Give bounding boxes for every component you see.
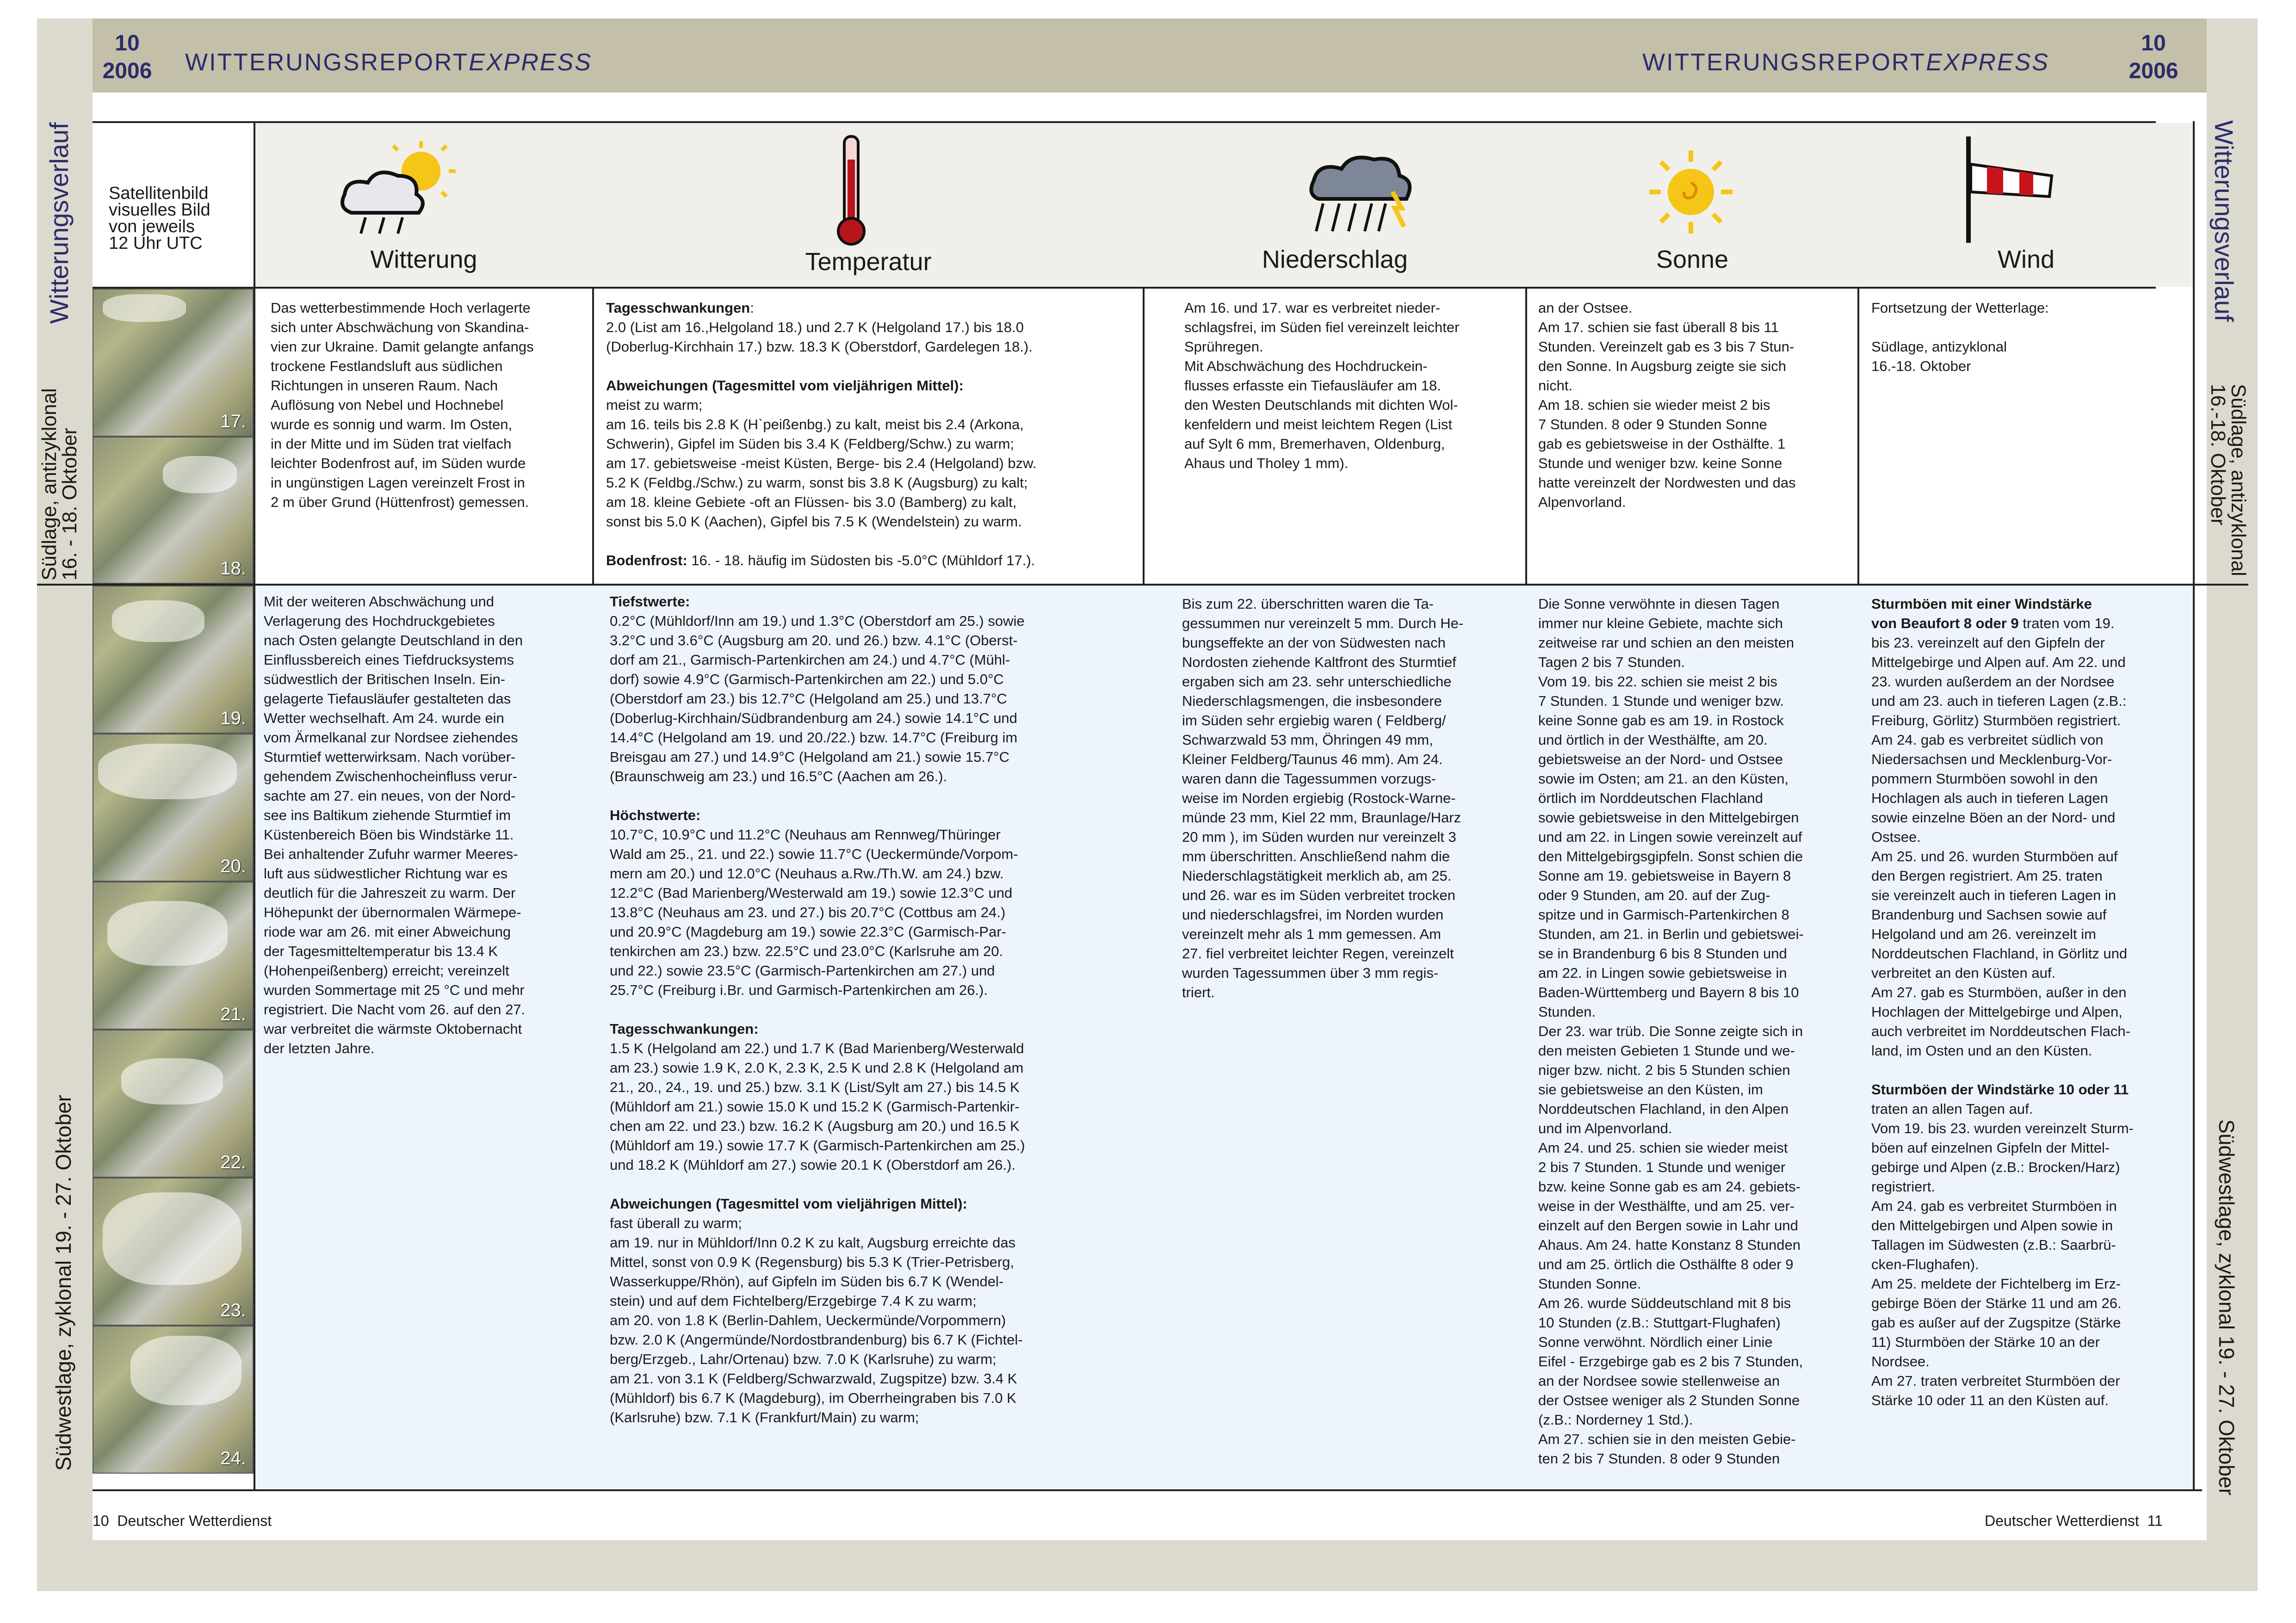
report-title-right: WITTERUNGSREPORTEXPRESS <box>1642 49 2049 76</box>
column-header-wind: Wind <box>1997 246 2055 273</box>
row1-witterung-text: Das wetterbestimmende Hoch verlagerte sich unter Abschwächung von Skandina- vien zur Ukraine. Damit gelangte anfangs trockene Festlandsluft aus südlichen Richtungen in unseren Raum. Nach Auflösung von Nebel und Hochnebel wurde es sonnig und warm. Im Osten, in der Mitte und im Süden trat vielfach leichter Bodenfrost auf, im Süden wurde in ungünstigen Lagen vereinzelt Frost in 2 m über Grund (Hüttenfrost) gemessen. <box>271 300 534 510</box>
footer-right <box>1985 1512 2163 1530</box>
satellite-day-label: 17. <box>220 411 246 432</box>
satellite-image-22 <box>93 1030 254 1178</box>
satellite-image-19 <box>93 586 254 734</box>
row1-sonne-text: an der Ostsee. Am 17. schien sie fast überall 8 bis 11 Stunden. Vereinzelt gab es 3 bis 7 Stun- den Sonne. In Augsburg zeigte sie sich nicht. Am 18. schien sie wieder meist 2 bis 7 Stunden. 8 oder 9 Stunden Sonne gab es gebietsweise in der Osthälfte. 1 Stunde und weniger bzw. keine Sonne hatte vereinzelt der Nordwesten und das Alpenvorland. <box>1538 300 1796 510</box>
row1-wind-text: Fortsetzung der Wetterlage: Südlage, antizyklonal 16.-18. Oktober <box>1871 300 2049 374</box>
footer-left <box>93 1512 272 1530</box>
side-label-left-period1: Südlage, antizyklonal 16. - 18. Oktober <box>38 388 81 580</box>
issue-number-left: 10 <box>115 31 140 56</box>
cloud-sun-icon <box>333 139 463 238</box>
report-title-left: WITTERUNGSREPORTEXPRESS <box>185 49 592 76</box>
satellite-caption: Satellitenbild visuelles Bild von jeweils 12 Uhr UTC <box>109 184 210 253</box>
satellite-image-17 <box>93 289 254 437</box>
page-number-right: 11 <box>2147 1512 2163 1529</box>
satellite-day-label: 24. <box>220 1448 246 1469</box>
satellite-image-18 <box>93 437 254 584</box>
side-label-left-top: Witterungsverlauf <box>44 122 74 324</box>
row2-niederschlag-text: Bis zum 22. überschritten waren die Ta- gessummen nur vereinzelt 5 mm. Durch He- bungseffekte an der von Südwesten nach Nordosten ziehende Kaltfront des Sturmtief ergaben sich am 23. sehr unterschiedliche Niederschlagsmengen, die insbesondere im Süden sehr ergiebig waren ( Feldberg/ Schwarzwald 53 mm, Öhringen 49 mm, Kleiner Feldberg/Taunus 46 mm). Am 24. waren dann die Tagessummen vorzugs- weise im Norden ergiebig (Rostock-Warne- münde 23 mm, Kiel 22 mm, Braunlage/Harz 20 mm ), im Süden wurden nur vereinzelt 3 mm überschritten. Anschließend nahm die Niederschlagstätigkeit merklich ab, am 25. und 26. war es im Süden verbreitet trocken und niederschlagsfrei, im Norden wurden vereinzelt mehr als 1 mm gemessen. Am 27. fiel verbreitet leichter Regen, vereinzelt wurden Tagessummen über 3 mm regis- triert. <box>1182 596 1464 1000</box>
table-bottom-rule <box>93 1489 2202 1491</box>
page-number-left: 10 <box>93 1512 109 1529</box>
col-divider-6 <box>2193 121 2195 1491</box>
column-header-temperatur: Temperatur <box>805 248 932 276</box>
satellite-day-label: 20. <box>220 856 246 876</box>
row2-witterung-text: Mit der weiteren Abschwächung und Verlagerung des Hochdruckgebietes nach Osten gelangte Deutschland in den Einflussbereich eines Tiefdrucksystems südwestlich der Britischen Inseln. Ein- gelagerte Tiefausläufer gestalteten das Wetter wechselhaft. Am 24. wurde ein vom Ärmelkanal zur Nordsee ziehendes Sturmtief wetterwirksam. Nach vorüber- gehendem Zwischenhocheinfluss verur- sachte am 27. ein neues, von der Nord- see ins Baltikum ziehende Sturmtief im Küstenbereich Böen bis Windstärke 11. Bei anhaltender Zufuhr warmer Meeres- luft aus südwestlicher Richtung war es deutlich für die Jahreszeit zu warm. Der Höhepunkt der übernormalen Wärmepe- riode war am 26. mit einer Abweichung der Tagesmitteltemperatur bis 13.4 K (Hohenpeißenberg) erreicht; vereinzelt wurden Sommertage mit 25 °C und mehr registriert. Die Nacht vom 26. auf den 27. war verbreitet die wärmste Oktobernacht der letzten Jahre. <box>264 593 526 1056</box>
issue-year-right: 2006 <box>2129 59 2178 83</box>
side-label-right-period1: Südlage, antizyklonal 16.-18. Oktober <box>2207 384 2250 576</box>
rain-cloud-icon <box>1305 143 1425 238</box>
issue-number-right: 10 <box>2141 31 2166 56</box>
satellite-image-24 <box>93 1326 254 1474</box>
column-header-sonne: Sonne <box>1656 246 1729 273</box>
sun-icon <box>1640 146 1742 241</box>
column-header-niederschlag: Niederschlag <box>1262 246 1408 273</box>
column-header-witterung: Witterung <box>370 246 477 273</box>
row1-niederschlag-text: Am 16. und 17. war es verbreitet nieder- schlagsfrei, im Süden fiel vereinzelt leichter Sprühregen. Mit Abschwächung des Hochdruckein- flusses erfasste ein Tiefausläufer am 18. den Westen Deutschlands mit dichten Wol- kenfeldern und meist leichtem Regen (List auf Sylt 6 mm, Bremerhaven, Oldenburg, Ahaus und Tholey 1 mm). <box>1184 300 1460 471</box>
table-header-rule <box>93 287 2156 289</box>
satellite-day-label: 23. <box>220 1300 246 1321</box>
row2-temperatur-text: Tiefstwerte: 0.2°C (Mühldorf/Inn am 19.) und 1.3°C (Oberstdorf am 25.) sowie 3.2°C und 3.6°C (Augsburg am 20. und 26.) bzw. 4.1°C (Oberst- dorf am 21., Garmisch-Partenkirchen am 24.) und 4.7°C (Mühl- dorf) sowie 4.9°C (Garmisch-Partenkirchen am 22.) und 5.0°C (Oberstdorf am 23.) bis 12.7°C (Helgoland am 25.) und 13.7°C (Doberlug-Kirchhain/Südbrandenburg am 24.) sowie 14.1°C und 14.4°C (Helgoland am 19. und 20./22.) bzw. 14.7°C (Freiburg im Breisgau am 27.) und 14.9°C (Helgoland am 21.) sowie 15.7°C (Braunschweig am 23.) und 16.5°C (Aachen am 26.). Höchstwerte: 10.7°C, 10.9°C und 11.2°C (Neuhaus am Rennweg/Thüringer Wald am 25., 21. und 22.) sowie 11.7°C (Ueckermünde/Vorpom- mern am 20.) und 12.0°C (Neuhaus a.Rw./Th.W. am 24.) bzw. 12.2°C (Bad Marienberg/Westerwald am 19.) sowie 12.3°C und 13.8°C (Neuhaus am 23. und 27.) bis 20.7°C (Cottbus am 24.) und 20.9°C (Magdeburg am 19.) sowie 22.3°C (Garmisch-Par- tenkirchen am 23.) bzw. 22.5°C und 23.0°C (Karlsruhe am 20. und 22.) sowie 23.5°C (Garmisch-Partenkirchen am 27.) und 25.7°C (Freiburg i.Br. und Garmisch-Partenkirchen am 26.). Tagesschwankungen: 1.5 K (Helgoland am 22.) und 1.7 K (Bad Marienberg/Westerwald am 23.) sowie 1.9 K, 2.0 K, 2.3 K, 2.5 K und 2.8 K (Helgoland am 21., 20., 24., 19. und 25.) bzw. 3.1 K (List/Sylt am 27.) bis 14.5 K (Mühldorf am 21.) sowie 15.0 K und 15.2 K (Garmisch-Partenkir- chen am 22. und 23.) bzw. 16.2 K (Augsburg am 20.) und 16.5 K (Mühldorf am 19.) sowie 17.7 K (Garmisch-Partenkirchen am 25.) und 18.2 K (Mühldorf am 27.) sowie 20.1 K (Oberstdorf am 26.). Abweichungen (Tagesmittel vom vieljährigen Mittel): fast überall zu warm; am 19. nur in Mühldorf/Inn 0.2 K zu kalt, Augsburg erreichte das Mittel, sonst von 0.9 K (Regensburg) bis 5.3 K (Trier-Petrisberg, Wasserkuppe/Rhön), auf Gipfeln im Süden bis 6.7 K (Wendel- stein) und auf dem Fichtelberg/Erzgebirge 7.4 K zu warm; am 20. von 1.8 K (Berlin-Dahlem, Ueckermünde/Vorpommern) bzw. 2.0 K (Angermünde/Nordostbrandenburg) bis 6.7 K (Fichtel- berg/Erzgeb., Lahr/Ortenau) bzw. 7.0 K (Karlsruhe) zu warm; am 21. von 3.1 K (Feldberg/Schwarzwald, Zugspitze) bzw. 3.4 K (Mühldorf) bis 6.7 K (Magdeburg), im Oberrheingraben bis 7.0 K (Karlsruhe) bzw. 7.1 K (Frankfurt/Main) zu warm; <box>610 593 1025 1426</box>
thermometer-icon <box>833 132 870 250</box>
page-frame-bottom <box>37 1540 2258 1591</box>
row1-temperatur-text: Tagesschwankungen: 2.0 (List am 16.,Helgoland 18.) und 2.7 K (Helgoland 17.) bis 18.0 (Doberlug-Kirchhain 17.) bzw. 18.3 K (Oberstdorf, Gardelegen 18.). Abweichungen (Tagesmittel vom vieljährigen Mittel): meist zu warm; am 16. teils bis 2.8 K (H`peißenbg.) zu kalt, meist bis 2.4 (Arkona, Schwerin), Gipfel im Süden bis 3.4 K (Feldberg/Schw.) zu warm; am 17. gebietsweise -meist Küsten, Berge- bis 2.4 (Helgoland) bzw. 5.2 K (Feldbg./Schw.) zu warm, sonst bis 3.8 K (Augsburg) zu kalt; am 18. kleine Gebiete -oft an Flüssen- bis 3.0 (Bamberg) zu kalt, sonst bis 5.0 K (Aachen), Gipfel bis 7.5 K (Wendelstein) zu warm. Bodenfrost: 16. - 18. häufig im Südosten bis -5.0°C (Mühldorf 17.). <box>606 300 1037 568</box>
side-label-left-period2: Südwestlage, zyklonal 19. - 27. Oktober <box>51 1094 75 1471</box>
satellite-day-label: 22. <box>220 1152 246 1173</box>
issue-year-left: 2006 <box>102 59 152 83</box>
satellite-image-23 <box>93 1178 254 1326</box>
satellite-day-label: 19. <box>220 708 246 728</box>
satellite-image-20 <box>93 734 254 882</box>
side-label-right-top: Witterungsverlauf <box>2209 120 2239 322</box>
row2-sonne-text: Die Sonne verwöhnte in diesen Tagen immer nur kleine Gebiete, machte sich zeitweise rar und schien an den meisten Tagen 2 bis 7 Stunden. Vom 19. bis 22. schien sie meist 2 bis 7 Stunden. 1 Stunde und weniger bzw. keine Sonne gab es am 19. in Rostock und örtlich in der Westhälfte, am 20. gebietsweise an der Nord- und Ostsee sowie im Osten; am 21. an den Küsten, örtlich im Norddeutschen Flachland sowie gebietsweise in den Mittelgebirgen und am 22. in Lingen sowie vereinzelt auf den Mittelgebirgsgipfeln. Sonst schien die Sonne am 19. gebietsweise in Bayern 8 oder 9 Stunden, am 20. auf der Zug- spitze und in Garmisch-Partenkirchen 8 Stunden, am 21. in Berlin und gebietswei- se in Brandenburg 6 bis 8 Stunden und am 22. in Lingen sowie gebietsweise in Baden-Württemberg und Bayern 8 bis 10 Stunden. Der 23. war trüb. Die Sonne zeigte sich in den meisten Gebieten 1 Stunde und we- niger bzw. nicht. 2 bis 5 Stunden schien sie gebietsweise an den Küsten, im Norddeutschen Flachland, in den Alpen und im Alpenvorland. Am 24. und 25. schien sie wieder meist 2 bis 7 Stunden. 1 Stunde und weniger bzw. keine Sonne gab es am 24. gebiets- weise in der Westhälfte, und am 25. ver- einzelt auf den Bergen sowie in Lahr und Ahaus. Am 24. hatte Konstanz 8 Stunden und am 25. örtlich die Osthälfte 8 oder 9 Stunden Sonne. Am 26. wurde Süddeutschland mit 8 bis 10 Stunden (z.B.: Stuttgart-Flughafen) Sonne verwöhnt. Nördlich einer Linie Eifel - Erzgebirge gab es 2 bis 7 Stunden, an der Nordsee sowie stellenweise an der Ostsee weniger als 2 Stunden Sonne (z.B.: Norderney 1 Std.). Am 27. schien sie in den meisten Gebie- ten 2 bis 7 Stunden. 8 oder 9 Stunden <box>1538 596 1804 1467</box>
footer-publisher-left: Deutscher Wetterdienst <box>117 1512 272 1529</box>
satellite-day-label: 21. <box>220 1004 246 1024</box>
satellite-image-21 <box>93 882 254 1030</box>
side-label-right-period2: Südwestlage, zyklonal 19. - 27. Oktober <box>2215 1119 2239 1496</box>
windsock-icon <box>1959 132 2066 250</box>
row2-wind-text: Sturmböen mit einer Windstärke von Beaufort 8 oder 9 traten vom 19. bis 23. vereinzelt auf den Gipfeln der Mittelgebirge und Alpen auf. Am 22. und 23. wurden außerdem an der Nordsee und am 23. auch in tieferen Lagen (z.B.: Freiburg, Görlitz) Sturmböen registriert. Am 24. gab es verbreitet südlich von Niedersachsen und Mecklenburg-Vor- pommern Sturmböen sowohl in den Hochlagen als auch in tieferen Lagen sowie einzelne Böen an der Nord- und Ostsee. Am 25. und 26. wurden Sturmböen auf den Bergen registriert. Am 25. traten sie vereinzelt auch in tieferen Lagen in Brandenburg und Sachsen sowie auf Helgoland und am 26. vereinzelt im Norddeutschen Flachland, in Görlitz und verbreitet an den Küsten auf. Am 27. gab es Sturmböen, außer in den Hochlagen der Mittelgebirge und Alpen, auch verbreitet im Norddeutschen Flach- land, im Osten und an den Küsten. Sturmböen der Windstärke 10 oder 11 traten an allen Tagen auf. Vom 19. bis 23. wurden vereinzelt Sturm- böen auf einzelnen Gipfeln der Mittel- gebirge und Alpen (z.B.: Brocken/Harz) registriert. Am 24. gab es verbreitet Sturmböen in den Mittelgebirgen und Alpen sowie in Tallagen im Südwesten (z.B.: Saarbrü- cken-Flughafen). Am 25. meldete der Fichtelberg im Erz- gebirge Böen der Stärke 11 und am 26. gab es außer auf der Zugspitze (Stärke 11) Sturmböen der Stärke 10 an der Nordsee. Am 27. traten verbreitet Sturmböen der Stärke 10 oder 11 an den Küsten auf. <box>1871 596 2134 1408</box>
satellite-day-label: 18. <box>220 558 246 579</box>
footer-publisher-right: Deutscher Wetterdienst <box>1985 1512 2139 1529</box>
